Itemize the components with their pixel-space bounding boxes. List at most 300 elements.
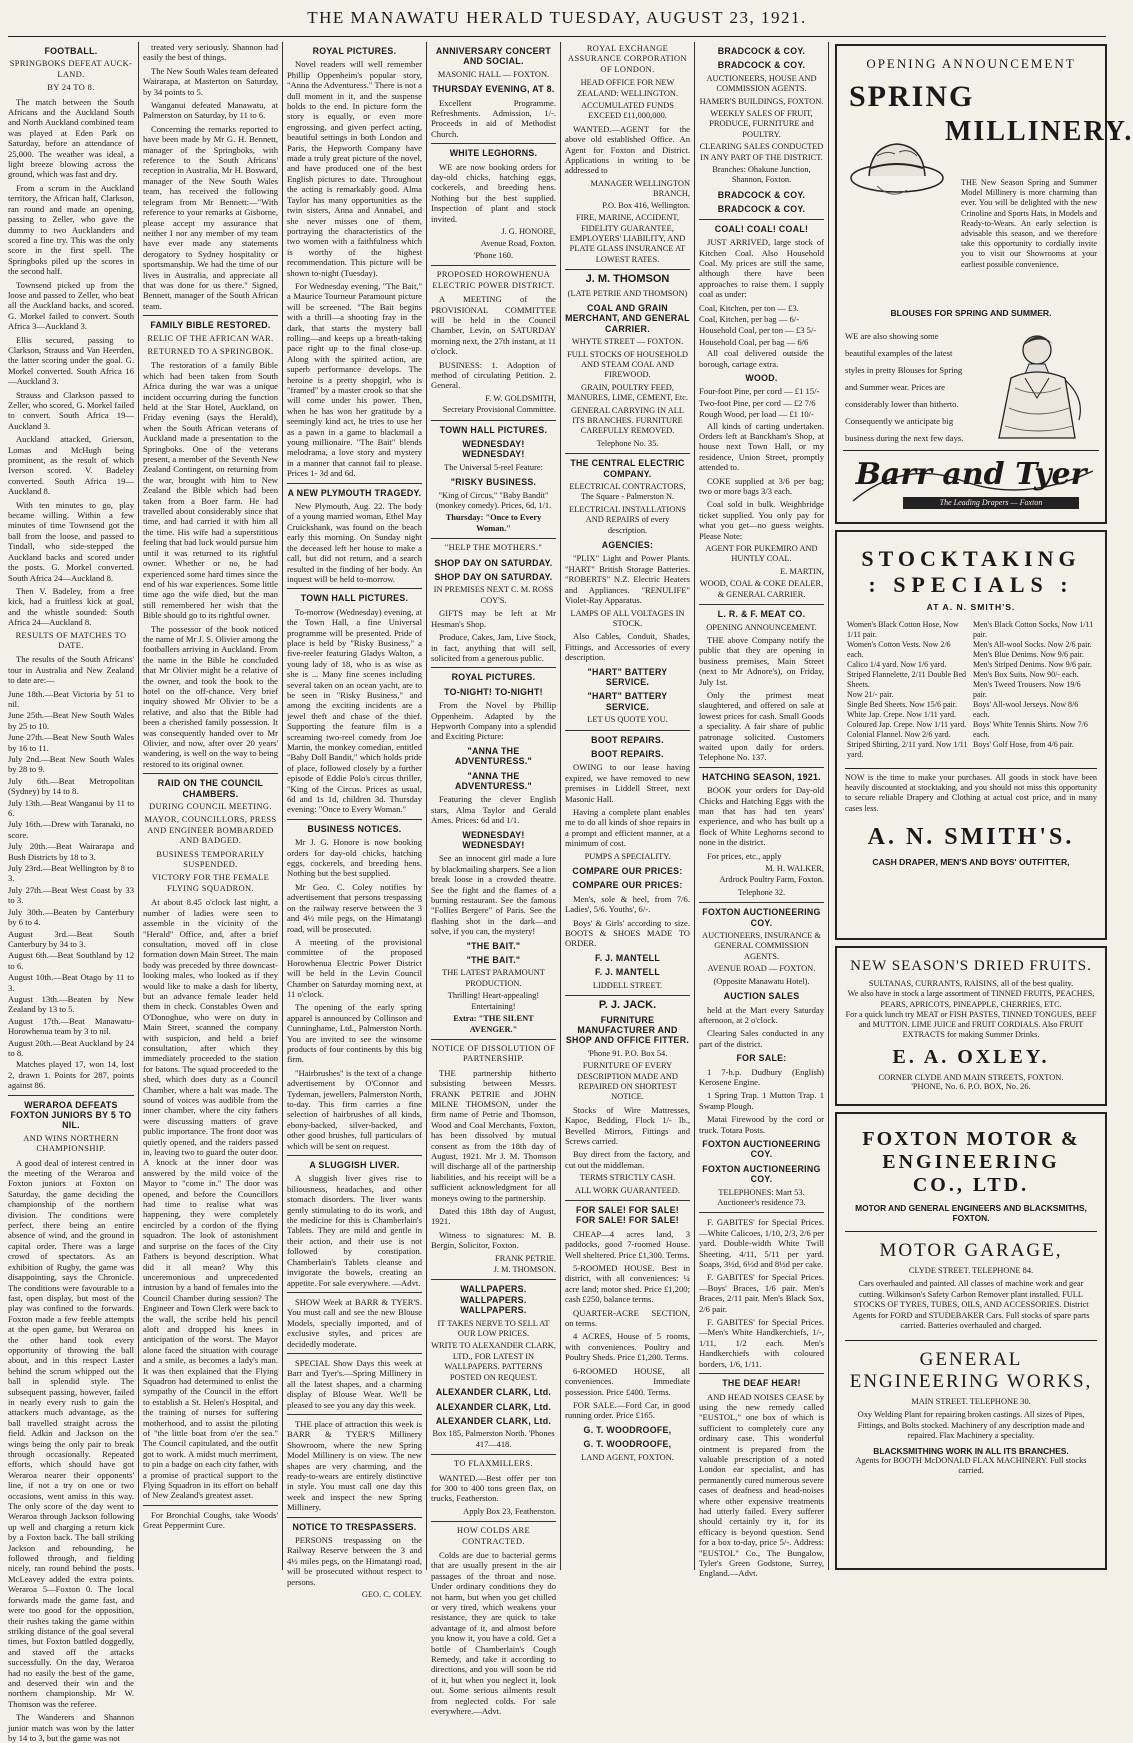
ad-line: "King of Circus," "Baby Bandit" (monkey comedy). Prices, 6d, 1/1.: [435, 490, 552, 511]
paragraph: A MEETING of the PROVISIONAL COMMITTEE will be held in the Council Chamber, Levin, on SATURDAY morning next, the 27th instant, at 11 o'clock.: [431, 294, 556, 357]
list-item: Calico 1/4 yard. Now 1/6 yard.: [847, 660, 947, 669]
ad-title: NEW SEASON'S DRIED FRUITS.: [850, 958, 1092, 974]
ad-line: MASONIC HALL — FOXTON.: [437, 69, 550, 79]
ad-title: ENGINEERING: [882, 1151, 1060, 1173]
subheadline: TO FLAXMILLERS.: [454, 1459, 533, 1469]
ad-body: SULTANAS, CURRANTS, RAISINS, all of the best quality.: [868, 979, 1074, 988]
ad-line: "ANNA THE ADVENTURESS.": [455, 745, 532, 767]
advertiser-name: E. A. OXLEY.: [892, 1046, 1050, 1069]
list-item: White Jap. Crepe. Now 1/11 yard.: [847, 710, 957, 719]
divider: [699, 1373, 824, 1374]
subheadline: MAYOR, COUNCILLORS, PRESS AND ENGINEER BOMBARDED AND BADGED.: [144, 815, 277, 846]
headline: WALLPAPERS. WALLPAPERS. WALLPAPERS.: [460, 1284, 527, 1316]
results-list: [8, 689, 134, 1059]
ad-line: "HART" BATTERY SERVICE.: [587, 666, 668, 687]
ad-line: WHYTE STREET — FOXTON.: [571, 337, 684, 347]
ad-line: BRADCOCK & COY.: [717, 204, 806, 215]
brand-tagline: The Leading Drapers — Foxton: [903, 497, 1079, 509]
divider: [287, 1292, 422, 1293]
headline: BRADCOCK & COY.: [717, 60, 806, 71]
signature: Ardrock Poultry Farm, Foxton.: [719, 875, 824, 885]
ad-line: "HART" BATTERY SERVICE.: [587, 691, 668, 712]
subheadline: BY 24 TO 8.: [47, 83, 95, 93]
ad-line: Thrilling! Heart-appealing! Entertaining!: [447, 991, 540, 1011]
paragraph: WANTED.—Best offer per ton for 300 to 400 tons green flax, on trucks, Featherston.: [431, 1472, 556, 1504]
paragraph: The match between the South Africans and the Auckland South and North Auckland combined team was played at Eden Park on Saturday, before an attendance of 25,000. The weather was ideal, a light breeze blowing across the ground, which was fast and dry.: [8, 96, 134, 180]
masthead: THE MANAWATU HERALD TUESDAY, AUGUST 23, 1921.: [307, 8, 807, 27]
paragraph: 5-ROOMED HOUSE. Best in district, with all conveniences: ¼ acre land; motor shed. Price £1,200; cash £250, balance terms.: [565, 1263, 690, 1305]
ad-line: IT TAKES NERVE TO SELL AT OUR LOW PRICES.: [437, 1318, 550, 1339]
list-item: June 25th.—Beat New South Wales by 25 to 10.: [8, 710, 134, 731]
subheadline: RESULTS OF MATCHES TO DATE.: [15, 630, 127, 650]
headline: FOXTON AUCTIONEERING COY.: [702, 907, 821, 928]
specials-table: [845, 620, 1097, 760]
foxton-motor-ad: [835, 1112, 1107, 1570]
paragraph: OWING to our lease having expired, we have removed to new premises in Liddell Street, next Masonic Hall.: [565, 762, 690, 804]
divider: [565, 730, 690, 731]
headline: A SLUGGISH LIVER.: [309, 1160, 400, 1171]
paragraph: From the Novel by Phillip Oppenheim. Adapted by the Hepworth Company into a splendid and Exciting Picture:: [431, 700, 556, 742]
woman-illustration-icon: [985, 328, 1097, 448]
ad-body: NOW is the time to make your purchases. All goods in stock have been heavily discounted at stocktaking, and you should not miss this opportunity to secure reliable Drapery and Clothing at actual cost price, and in many cases less.: [845, 773, 1097, 813]
list-item: Men's Tweed Trousers. Now 19/6 pair.: [973, 680, 1081, 699]
paragraph: CHEAP—4 acres land, 3 paddocks, good 7-roomed House. Well sheltered. Price £1,300. Terms.: [565, 1228, 690, 1260]
column-rule: [694, 42, 695, 1570]
headline: BRADCOCK & COY.: [717, 46, 806, 56]
headline: BUSINESS NOTICES.: [307, 823, 402, 834]
ad-line: "ANNA THE ADVENTURESS.": [455, 770, 532, 791]
divider: [287, 1414, 422, 1415]
headline: THE DEAF HEAR!: [722, 1378, 801, 1389]
ad-line: GRAIN, POULTRY FEED, MANURES, LIME, CEMENT, Etc.: [566, 382, 689, 403]
list-item: June 27th.—Beat New South Wales by 16 to 11.: [8, 732, 134, 753]
brand-wordmark: Barr and Tyer: [855, 457, 1087, 492]
ad-footer: CASH DRAPER, MEN'S AND BOYS' OUTFITTER,: [872, 856, 1070, 867]
paragraph: Men's, sole & heel, from 7/6. Ladies', 5/6. Youths', 6/-.: [565, 893, 690, 915]
paragraph: Colds are due to bacterial germs that are usually present in the air passages of the throat and nose. Under ordinary conditions they do not harm, but when you get chilled or very tired, which weakens your resistance, they are quick to take advantage of it, and almost before you know it, you have a cold. Get a bottle of Chamberlain's Cough Remedy, and take it according to directions, and you will soon be rid of it, but when you neglect it, look out. Some serious ailments result from neglected colds. For sale everywhere.—Advt.: [431, 1549, 556, 1717]
ad-line: AUCTIONEERS, INSURANCE & GENERAL COMMISSION AGENTS.: [702, 931, 821, 961]
list-item: August 13th.—Beaten by New Zealand by 13 to 5.: [8, 993, 134, 1015]
paragraph: All coal delivered outside the borough, cartage extra.: [699, 348, 824, 369]
paragraph: With ten minutes to go, play became willing. Within a few minutes of time Townsend got the ball from the loose, and passed to Tindall, who side-stepped the Auckland backs and scored under the posts. G. Morkel converted. South Africa 24—Auckland 8.: [8, 499, 134, 583]
divider: [287, 1155, 422, 1156]
list-item: August 20th.—Beat Auckland by 24 to 8.: [8, 1037, 134, 1058]
paragraph: SPECIAL Show Days this week at Barr and Tyer's.—Spring Millinery in all the latest shapes, and a charming display of Blouse Wear. We'll be pleased to see you any day this week.: [287, 1357, 422, 1410]
list-item: Striped Flannelette, 2/11 Double Bed Sheets.: [847, 670, 967, 689]
divider: [699, 767, 824, 768]
ad-line: ACCUMULATED FUNDS EXCEED £11,000,000.: [581, 101, 674, 121]
ad-line: "THE BAIT.": [466, 955, 521, 966]
list-item: August 3rd.—Beat South Canterbury by 34 to 3.: [8, 928, 134, 949]
signature: FRANK PETRIE.: [495, 1253, 556, 1263]
headline: WHITE LEGHORNS.: [449, 148, 538, 159]
headline: TOWN HALL PICTURES.: [439, 424, 548, 435]
ad-title: : SPECIALS :: [868, 572, 1074, 597]
divider: [431, 143, 556, 144]
paragraph: F. GABITES' for Special Prices.—Men's White Handkerchiefs, 1/-, 1/11, 1/2 each. Men's Handkerchiefs with coloured borders, 1/6, 1/11.: [699, 1317, 824, 1369]
headline: THE CENTRAL ELECTRIC COMPANY.: [570, 458, 685, 479]
list-item: July 27th.—Beat West Coast by 33 to 3.: [8, 884, 134, 906]
headline: COAL AND GRAIN MERCHANT, AND GENERAL CARRIER.: [565, 302, 690, 334]
paragraph: Excellent Programme. Refreshments. Admission, 1/-. Proceeds in aid of Methodist Church.: [431, 97, 556, 139]
ad-line: Extra: "THE SILENT AVENGER.": [453, 1014, 534, 1034]
column-rule: [560, 42, 561, 1570]
paragraph: A meeting of the provisional committee of the proposed Horowhenua Electric Power District will be held in the Levin Council Chamber on Saturday morning next, at 11 o'clock.: [287, 936, 422, 999]
paragraph: A sluggish liver gives rise to biliousness, headaches, and other stomach disorders. The liver wants gently stimulating to do its work, and the medicine for this is Chamberlain's Tablets. They are mild and gentle in their action, and their use is not followed by constipation. Chamberlain's Tablets cleanse and invigorate the bowels, creating an appetite. For sale everywhere. —Advt.: [287, 1173, 422, 1288]
list-item: Men's All-wool Socks. Now 2/6 pair.: [973, 640, 1092, 649]
signature: Apply Box 23, Featherston.: [463, 1506, 556, 1516]
column-4: [431, 42, 556, 1717]
divider: [287, 483, 422, 484]
divider: [287, 819, 422, 820]
paragraph: Coal sold in bulk. Weighbridge ticket supplied. You only pay for what you get—no guess weights. Please Note:: [699, 499, 824, 541]
ad-subheading: MOTOR AND GENERAL ENGINEERS AND BLACKSMITHS, FOXTON.: [855, 1203, 1087, 1223]
list-item: July 16th.—Drew with Taranaki, no score.: [8, 819, 134, 840]
paragraph: For Wednesday evening, "The Bait," a Maurice Tourneur Paramount picture will be screened. "The Bait begins with a thrill—a shooting fray in the dark, that starts the mystery ball rolling—and keeps up a breath-taking pace right up to the final close-up. Along with the spirited action, are superb performance develops. The heroine is a pretty shopgirl, who is "framed" by a master crook so that she will come under his power. Then, when he has won her gratitude by a seemingly kind act, he tries to use her as a pawn in a game to blackmail a young millionaire. "The Bait" blends melodrama, a love story and mystery in a manner that cannot fail to please. Prices 1- 3d and 6d.: [287, 280, 422, 479]
ad-line: LIDDELL STREET.: [592, 980, 663, 990]
paragraph: COKE supplied at 3/6 per bag; two or more bags 3/3 each.: [699, 475, 824, 497]
ad-line: WOOD, COAL & COKE DEALER, & GENERAL CARRIER.: [699, 579, 824, 599]
paragraph: AND HEAD NOISES CEASE by using the new remedy called "EUSTOL," one box of which is sufficient to completely cure any ordinary case. This wonderful ointment is prepared from the valuable prescription of a noted London ear specialist, and has permanently cured numerous severe cases of deafness and head-noises where other expensive treatments had utterly failed. Every sufferer should certainly try it, for its efficacy is beyond question. Send for a box to-day, price 5/-. Address: "EUSTOL" Co., The Bungalow, Tyler's Green Godstone, Surrey, England.—Advt.: [699, 1391, 824, 1579]
paragraph: THE partnership hitherto subsisting between Messrs. FRANK PETRIE and JOHN MILNE THOMSON, under the firm name of Petrie and Thomson, Wood and Coal Merchants, Foxton, has been dissolved by mutual consent as from the 18th day of August, 1921. Mr J. M. Thomson will discharge all of the partnership liabilities, and his receipt will be a sufficient acknowledgment for all moneys owing to the partnership.: [431, 1067, 556, 1203]
paragraph: The possessor of the book noticed the name of Mr J. S. Olivier among the footballers arriving in Auckland. From the name in the Bible he concluded that Mr Olivier might be a relative of the owner, and took the book to the hotel on the off-chance. Very brief inquiry showed Mr Olivier to be a relative, and also that the Bible had been a cherished family possession. It was consequently handed over to Mr Olivier, and now, after over 20 years' wandering, is well on the way to being restored to its original owner.: [143, 623, 278, 769]
divider: [699, 604, 824, 605]
ad-line: WRITE TO ALEXANDER CLARK, LTD., FOR LATEST IN WALLPAPERS. PATTERNS POSTED ON REQUEST.: [431, 1341, 556, 1382]
list-item: Two-foot Pine, per cord — £2 7/6: [699, 397, 816, 408]
ad-line: Branches: Ohakune Junction, Shannon, Foxton.: [712, 165, 811, 185]
list-item: Household Coal, per ton — £3 5/-: [699, 325, 817, 336]
paragraph: The restoration of a family Bible which had been taken from South Africa during the war was a unique incident occurring during the function held at the Star Hotel, Auckland, on Friday evening (says the Herald), when the South African veterans of Auckland made a presentation to the Springboks. One of the veterans present, a member of the Seventh New Zealand Contingent, on returning from the war, brought with him to New Zealand the Bible which had been taken from a Boer farm. He had travelled about considerably since that time, and had carried it with him all the time. His wife had a superstitious feeling that bad luck would pursue him until it was returned to its rightful owner. Whether or no, he had experienced some hard times since the end of his war experiences. Some little time ago the wife died, but the man still remembered her wish that the Bible should go to its rightful owner.: [143, 360, 278, 621]
ad-line: (LATE PETRIE AND THOMSON): [567, 288, 688, 298]
divider: [565, 995, 690, 996]
ad-line: LAND AGENT, FOXTON.: [581, 1452, 674, 1462]
ad-heading: MOTOR GARAGE,: [879, 1240, 1063, 1261]
list-item: July 30th.—Beaten by Canterbury by 6 to 4.: [8, 906, 134, 928]
subheadline: AND WINS NORTHERN CHAMPIONSHIP.: [23, 1133, 119, 1154]
paragraph: Boys' & Girls' according to size. BOOTS & SHOES MADE TO ORDER.: [565, 917, 690, 949]
list-item: August 10th.—Beat Otago by 11 to 3.: [8, 972, 134, 993]
paragraph: Stocks of Wire Mattresses, Kapoc, Bedding, Flock 1/- lb., Bevelled Mirrors, Fittings and Screws carried.: [565, 1104, 690, 1146]
divider: [287, 588, 422, 589]
list-item: Women's Black Cotton Hose, Now 1/11 pair.: [847, 620, 959, 639]
paragraph: "Hairbrushes" is the text of a change advertisement by O'Connor and Tydeman, jewellers, Palmerston North, to-day. This firm carries a fine selection of hairbrushes of all kinds, ebony-backed, silver-backed, and other good brushes, full particulars of which will be sent on request.: [287, 1067, 422, 1151]
paragraph: F. GABITES' for Special Prices.—Boys' Braces, 1/6 pair. Men's Braces, 2/11 pair. Men's Black Sox, 2/6 pair.: [699, 1272, 824, 1314]
paragraph: 4 ACRES, House of 5 rooms, with conveniences. Poultry and Poultry Sheds. Price £1,200. Terms.: [565, 1331, 690, 1363]
divider: [8, 1095, 134, 1096]
list-item: Boys' Golf Hose, from 4/6 pair.: [973, 740, 1074, 749]
signature: J. M. THOMSON.: [493, 1265, 556, 1275]
paragraph: Having a complete plant enables me to do all kinds of shoe repairs in a prompt and efficient manner, at a minimum of cost.: [565, 807, 690, 849]
divider: [699, 219, 824, 220]
paragraph: Wanganui defeated Manawatu, at Palmerston on Saturday, by 11 to 6.: [143, 100, 278, 121]
paragraph: Matches played 17, won 14, lost 2, drawn 1. Points for 287, points against 86.: [8, 1059, 134, 1091]
signature: GEO. C. COLEY.: [361, 1590, 422, 1600]
ad-line: ALEXANDER CLARK, Ltd.: [435, 1415, 552, 1426]
paragraph: GIFTS may be left at Mr Hesman's Shop.: [431, 608, 556, 629]
advertiser-name: A. N. SMITH'S.: [867, 823, 1075, 850]
stocktaking-ad: [835, 530, 1107, 940]
paragraph: To-morrow (Wednesday) evening, at the Town Hall, a fine Universal programme will be presented. Pride of place is held by "Risky Business," a five-reeler featuring Gladys Walton, a young lady of 18, who is as wise as she is ... Many fine scenes including several taken on an ocean yacht, are to be seen in "Risky Business," and among the exciting incidents are a jewel theft and chase of the thief. Supporting the feature film is a screaming two-reel comedy from Joe Martin, the monkey comedian, entitled "Baby Doll Bandit," which holds pride of place, followed closely by a further episode of Eddie Polo's circus thriller, "King of the Circus. Prices as usual, 6d and 1s 1d, children 3d. Thursday evening: "Once to Every Woman.": [287, 606, 422, 815]
signature: MANAGER WELLINGTON BRANCH,: [590, 178, 690, 199]
paragraph: Then V. Badeley, from a free kick, had a fruitless kick at goal, and the whistle sounded: South Africa 24—Auckland 8.: [8, 585, 134, 628]
divider: [699, 902, 824, 903]
ad-line: AUCTIONEERS, HOUSE AND COMMISSION AGENTS.: [706, 73, 817, 94]
headline: RAID ON THE COUNCIL CHAMBERS.: [157, 778, 264, 799]
ad-line: FOXTON AUCTIONEERING COY.: [702, 1163, 821, 1185]
signature: M. H. WALKER,: [765, 864, 824, 874]
headline: L. R. & F. MEAT CO.: [717, 609, 806, 620]
paragraph: BOOK your orders for Day-old Chicks and Hatching Eggs with the man that has had ten years' experience, and who has built up a flock of White Leghorns second to none in the district.: [699, 785, 824, 848]
ad-body: WE are also showing some beautiful examples of the latest styles in pretty Blouses for Spring and Summer wear. Prices are considerably lower than hitherto. Consequently we anticipate big business during the next few days.: [845, 331, 964, 443]
list-item: June 18th.—Beat Victoria by 51 to nil.: [8, 688, 134, 709]
paragraph: Witness to signatures: M. B. Bergin, Solicitor, Foxton.: [431, 1229, 556, 1251]
ad-body: We also have in stock a large assortment of TINNED FRUITS, PEACHES, PEARS, APRICOTS, PINEAPPLE, CHERRIES, ETC.: [847, 989, 1095, 1009]
ad-line: GENERAL CARRYING IN ALL ITS BRANCHES. FURNITURE CAREFULLY REMOVED.: [571, 405, 684, 436]
headline: FAMILY BIBLE RESTORED.: [150, 320, 271, 331]
paragraph: Only the primest meat slaughtered, and offered on sale at lowest prices for cash. Small Goods a speciality. A fair share of public patronage solicited. Customers waited upon daily for orders. Telephone No. 137.: [699, 689, 824, 763]
divider: [143, 1505, 278, 1506]
paragraph: The results of the South Africans' tour in Australia and New Zealand to date are:—: [8, 654, 134, 686]
divider: [143, 773, 278, 774]
ad-line: Telephone No. 35.: [596, 438, 659, 448]
divider: [287, 1353, 422, 1354]
signature: P.O. Box 416, Wellington.: [602, 200, 690, 210]
ad-line: Box 185, Palmerston North. 'Phones 417—418.: [432, 1429, 555, 1449]
column-5: [565, 42, 690, 1570]
paragraph: A good deal of interest centred in the meeting of the Weraroa and Foxton juniors at Foxton on Saturday, the game deciding the championship of the northern division. The conditions were perfect, there being an entire absence of wind, and the ground in capital order. There was a large crowd of spectators. As an exhibition of Rugby, the game was disappointing, says the Chronicle. The conditions were favourable to a fast, open display, but most of the play was confined to the forwards. Foxton made a few feeble attempts at the open game, but Weraroa on the other hand took every opportunity of throwing the ball about, and in this respect Laster behind the scrum whipped out the ball in splendid style. The subsequent passing, however, failed in nearly every rush to gain the attackers much advantage, as the ball travelled straight across the field. Adkin and Jackson on the wings being the only pair to break through occasionally. Repeated efforts, which should have got Weraroa nearer their opponents' line, if not a try on one or two occasions, went amiss in this way. The only score of the day went to Weraroa through Jackson following up well and charging a return kick by a Foxton back. The ball striking Jackson and rebounding, he followed through, and fielding nicely, ran round behind the posts. McLeavey added the extra points. Weraroa 5—Foxton 0. The local forwards made the game fast, and were too good for the opposition, their rushes taking the game within striking distance of the goal several times, but Foxton battled doggedly, and staved off the attacks successfully. On the day, Weraroa had no easily the best of the game, and deserved their win and the northern championship. Mr W. Thomson was the referee.: [8, 1157, 134, 1709]
list-item: Boys' White Tennis Shirts. Now 7/6 each.: [973, 720, 1088, 739]
ad-line: PUMPS A SPECIALITY.: [584, 851, 671, 861]
paragraph: The opening of the early spring apparel is announced by Collinson and Cunninghame, Ltd., Palmerston North. You are invited to see the winsome products of four continents by this big firm.: [287, 1002, 422, 1065]
headline: BOOT REPAIRS.: [591, 748, 664, 759]
dried-fruits-ad: [835, 946, 1107, 1106]
headline: COAL! COAL! COAL!: [714, 223, 809, 234]
ad-line: F. J. MANTELL: [595, 952, 660, 963]
spring-millinery-ad: [835, 44, 1133, 524]
paragraph: Auckland attacked, Grierson, Lomas and McHugh being prominent, as the result of which Iverson scored. V. Badeley converted. South Africa 19—Auckland 8.: [8, 434, 134, 497]
list-item: Four-foot Pine, per cord — £1 15/-: [699, 386, 820, 397]
divider: [431, 420, 556, 421]
ad-line: WEDNESDAY! WEDNESDAY!: [462, 829, 525, 850]
paragraph: The New South Wales team defeated Wairarapa, at Masterton on Saturday, by 34 points to 5.: [143, 65, 278, 97]
ad-body: Cars overhauled and painted. All classes of machine work and gear cutting. Wilkinson's Safety Carbon Remover plant installed. FULL STOCKS OF TYRES, TUBES, OILS, AND ACCESSORIES. District Agents for FORD and STUDEBAKER Cars. Full stocks of spare parts carried. Batteries overhauled and charged.: [852, 1279, 1090, 1331]
column-rule: [282, 42, 283, 1570]
headline: TOWN HALL PICTURES.: [300, 593, 409, 604]
ad-line: Thursday: "Once to Every Woman.": [445, 513, 542, 533]
ad-line: TO-NIGHT! TO-NIGHT!: [444, 686, 543, 697]
ad-line: OPENING ANNOUNCEMENT.: [706, 622, 817, 632]
price-list: [699, 386, 824, 419]
divider: [565, 453, 690, 454]
ad-line: SHOP DAY ON SATURDAY.: [434, 557, 553, 568]
ad-title: STOCKTAKING: [861, 546, 1081, 571]
ad-line: WEEKLY SALES OF FRUIT, PRODUCE, FURNITURE and POULTRY.: [709, 109, 814, 139]
ad-line: WEDNESDAY! WEDNESDAY!: [462, 439, 525, 460]
ad-footer: 'PHONE, No. 6. P.O. BOX, No. 26.: [911, 1082, 1031, 1092]
paragraph: Buy direct from the factory, and cut out the middleman.: [565, 1149, 690, 1170]
ad-body: THE New Season Spring and Summer Model Millinery is more charming than ever. You will be delighted with the new Crinoline and Sports Hats, in Models and Ready-to-Wears. An early selection is advisable this season, and we therefore take this opportunity to cordially invite you to visit our Showrooms at your earliest possible convenience.: [961, 178, 1097, 269]
ad-body: For a quick lunch try MEAT or FISH PASTES, TINNED TONGUES, BEEF and MUTTON. LIME JUICE and FRUIT CORDIALS. Also FRUIT EXTRACTS for making Summer Drinks.: [845, 1009, 1097, 1040]
ad-line: The Universal 5-reel Feature:: [444, 462, 543, 472]
list-item: Boys' All-wool Jerseys. Now 8/6 each.: [973, 700, 1079, 719]
ad-body: Agents for BOOTH McDONALD FLAX MACHINERY. Full stocks carried.: [855, 1455, 1087, 1476]
ad-line: ELECTRICAL INSTALLATIONS AND REPAIRS of every description.: [569, 504, 686, 535]
paragraph: F. GABITES' for Special Prices.—White Calicoes, 1/10, 2/3, 2/6 per yard. Double-width White Twill Sheeting, 4/11, 5/11 per yard. Soaps, 3½d, 6½d and 8½d per cake.: [699, 1217, 824, 1270]
paragraph: Townsend picked up from the loose and passed to Zeller, who beat all the Auckland backs, and scored. G. Morkel failed to convert. South Africa 3—Auckland 3.: [8, 279, 134, 332]
ad-line: F. J. MANTELL: [595, 967, 660, 978]
paragraph: Mr Geo. C. Coley notifies by advertisement that persons trespassing on the railway reserve between the 3 and 4½ mile pegs, on the Himatangi road, will be prosecuted.: [287, 881, 422, 934]
headline: AUCTION SALES: [723, 991, 800, 1002]
ad-line: AVENUE ROAD — FOXTON.: [707, 964, 816, 974]
headline: AGENCIES:: [601, 540, 654, 551]
divider: [143, 315, 278, 316]
divider: [431, 1454, 556, 1455]
list-item: Coal, Kitchen, per ton — £3.: [699, 302, 799, 313]
paragraph: THE above Company notify the public that they are opening in business premises, Main Street (next to Mr Adnore's), on Friday, July 1st.: [699, 634, 824, 687]
paragraph: 1 Spring Trap. 1 Mutton Trap. 1 Swamp Plough.: [699, 1090, 824, 1111]
headline: WERAROA DEFEATS FOXTON JUNIORS BY 5 TO NIL.: [10, 1099, 132, 1131]
ad-subheading: BLOUSES FOR SPRING AND SUMMER.: [890, 308, 1052, 318]
subheadline: DURING COUNCIL MEETING.: [149, 802, 272, 812]
list-item: July 23rd.—Beat Wellington by 8 to 3.: [8, 863, 134, 884]
paragraph: "PLIX" Light and Power Plants. "HART" British Storage Batteries. "ROBERTS" N.Z. Electric Heaters and Appliances. "RENULIFE" Violet-Ray Apparatus.: [565, 553, 690, 606]
paragraph: Ellis secured, passing to Clarkson, Strauss and Van Heerden, the latter scoring under the goal. G. Morkel converted. South Africa 16—Auckland 3.: [8, 334, 134, 387]
column-6: [699, 42, 824, 1579]
subheadline: BUSINESS TEMPORARILY SUSPENDED.: [156, 849, 265, 870]
headline: BOOT REPAIRS.: [591, 734, 664, 745]
ad-line: TELEPHONES: Mart 53. Auctioneer's residence 73.: [717, 1187, 806, 1207]
paragraph: Concerning the remarks reported to have been made by Mr G. H. Bennett, manager of the Springboks, with reference to the South Africans' reception in Australia, Mr H. Bosward, manager of the New South Wales team, has received the following telegram from Mr Bennett:—"With reference to your remarks at Gisborne, please accept my assurance that neither I nor any member of my team have ever made any statements derogatory to Sydney hospitality or sportsmanship. We had the time of our lives in Australia, and appreciate all that was done for us there." Signed, Bennett, manager of the South African team.: [143, 123, 278, 311]
paragraph: WE are now booking orders for day-old chicks, hatching eggs, cockerels, and breeding hens. Nothing but the best supplied. Inspection of plant and stock invited.: [431, 161, 556, 224]
headline: ANNIVERSARY CONCERT AND SOCIAL.: [435, 46, 552, 67]
ad-title: SPRING: [849, 80, 975, 113]
list-item: July 6th.—Beat Metropolitan (Sydney) by 14 to 8.: [8, 775, 134, 797]
ad-line: FIRE, MARINE, ACCIDENT, FIDELITY GUARANTEE, EMPLOYERS' LIABILITY, AND PLATE GLASS INSURANCE AT LOWEST RATES.: [569, 213, 686, 264]
ad-line: ELECTRICAL CONTRACTORS, The Square - Palmerston N.: [569, 482, 686, 502]
divider: [431, 265, 556, 266]
ad-line: MAIN STREET. TELEPHONE 30.: [911, 1396, 1031, 1406]
paragraph: See an innocent girl made a lure by blackmailing sharpers. See a lion break loose in a crowded theatre. See the fight and the flames of a burning restaurant. See the famous "Follies Bergere" of Paris. See the flashing shot in the dark—and solve, if you can, the mystery!: [431, 853, 556, 937]
ad-line: THURSDAY EVENING, AT 8.: [432, 84, 555, 95]
paragraph: New Plymouth, Aug. 22. The body of a young married woman, Ethel May Cruickshank, was found on the beach early this morning. On Sunday night the deceased left her house to make a call, but did not return, and a search resulted in the finding of her body. An inquest will be held to-morrow.: [287, 501, 422, 584]
advertiser-name: J. M. THOMSON: [585, 273, 670, 286]
subheadline: PROPOSED HOROWHENUA ELECTRIC POWER DISTRICT.: [432, 270, 555, 290]
ad-line: FURNITURE OF EVERY DESCRIPTION MADE AND REPAIRED ON SHORTEST NOTICE.: [577, 1061, 678, 1102]
paragraph: Mr J. G. Honore is now booking orders for day-old chicks, hatching eggs, cockerels, and breeding hens. Nothing but the best supplied.: [287, 837, 422, 879]
column-1: [8, 42, 134, 1743]
ad-line: ALEXANDER CLARK, Ltd.: [435, 1387, 552, 1398]
column-rule: [426, 42, 427, 1570]
ad-line: COMPARE OUR PRICES:: [572, 866, 683, 877]
list-item: July 20th.—Beat Wairarapa and Bush Districts by 18 to 3.: [8, 841, 134, 862]
paragraph: PERSONS trespassing on the Railway Reserve between the 3 and 4½ miles pegs, on the Himatangi road, will be prosecuted without respect to persons.: [287, 1535, 422, 1587]
list-item: Men's Blue Denims. Now 9/6 pair.: [973, 650, 1084, 659]
list-item: Rough Wood, per load — £1 10/-: [699, 409, 814, 420]
ad-line: "RISKY BUSINESS.: [450, 477, 537, 488]
price-list: [699, 303, 824, 348]
hat-illustration-icon: [847, 126, 947, 206]
paragraph: treated very seriously. Shannon had easily the best of things.: [143, 42, 278, 63]
column-rule: [138, 42, 139, 1570]
divider: [431, 1039, 556, 1040]
paragraph: Novel readers will well remember Phillip Oppenheim's popular story, "Anna the Adventuress." There is not a dull moment in it, and the suspense holds to the end. In picture form the story is equally, or even more engrossing, and given perfect acting, beautiful settings in both London and Paris, the Hepworth Company have made a truly great picture of the novel, and have produced one of the best English pictures to date. Throughout the acting is remarkably good. Alma Taylor has many opportunities as the twin sisters, Anna and Annabel, and she never misses one of them, portraying the characteristics of the two women with a faithfulness which is worthy of the highest recommendation. This picture will be shown to-night (Tuesday).: [287, 59, 422, 278]
ad-line: ALEXANDER CLARK, Ltd.: [435, 1401, 552, 1412]
ad-line: FOR SALE! FOR SALE! FOR SALE! FOR SALE!: [576, 1205, 679, 1226]
paragraph: Also Cables, Conduit, Shades, Fittings, and Accessories of every description.: [565, 631, 690, 663]
paragraph: For prices, etc., apply: [707, 850, 782, 861]
ad-heading: GENERAL ENGINEERING WORKS,: [849, 1348, 1093, 1392]
headline: ROYAL PICTURES.: [312, 46, 397, 56]
ad-line: "THE BAIT.": [466, 940, 521, 951]
subheadline: "HELP THE MOTHERS.": [444, 543, 543, 553]
paragraph: Matai Firewood by the cord or truck. Totara Posts.: [699, 1114, 824, 1135]
ad-line: CLEARING SALES CONDUCTED IN ANY PART OF THE DISTRICT.: [699, 142, 824, 162]
list-item: Women's Cotton Vests. Now 2/6 each.: [847, 640, 951, 659]
ad-line: FOXTON AUCTIONEERING COY.: [702, 1138, 821, 1160]
ad-line: LAMPS OF ALL VOLTAGES IN STOCK.: [570, 608, 685, 628]
paragraph: Dated this 18th day of August, 1921.: [431, 1206, 556, 1227]
ad-title: MILLINERY.: [945, 116, 1133, 147]
paragraph: WANTED.—AGENT for the above old established Office. An Agent for Foxton and District. Applications in writing to be addressed to: [565, 123, 690, 176]
ad-line: BRADCOCK & COY.: [717, 189, 806, 200]
list-item: Household Coal, per bag — 6/6: [699, 336, 809, 347]
ad-title: FOXTON MOTOR &: [862, 1128, 1080, 1150]
paragraph: 6-ROOMED HOUSE, all conveniences. Immediate possession. Price £400. Terms.: [565, 1365, 690, 1397]
paragraph: JUST ARRIVED, large stock of Kitchen Coal. Also Household Coal. My prices are still the same, although there have been approaches to raise them. I supply coal as under:: [699, 237, 824, 300]
ad-line: HEAD OFFICE FOR NEW ZEALAND: WELLINGTON.: [576, 78, 679, 98]
headline: HATCHING SEASON, 1921.: [702, 771, 821, 782]
headline: A NEW PLYMOUTH TRAGEDY.: [287, 487, 422, 498]
list-item: July 2nd.—Beat New South Wales by 28 to 9.: [8, 754, 134, 775]
ad-body: Oxy Welding Plant for repairing broken castings. All sizes of Pipes, Fittings, and Bolts stocked. Machinery of any description made and repaired. Flax Machinery a speciality.: [857, 1409, 1085, 1441]
divider: [565, 269, 690, 270]
ad-line: CLYDE STREET. TELEPHONE 84.: [908, 1266, 1034, 1275]
ad-line: G. T. WOODROOFE,: [583, 1424, 672, 1435]
ad-line: Telephone 32.: [737, 887, 786, 897]
paragraph: All kinds of carting undertaken. Orders left at Banckham's Shop, at house next Town Hall, or my residence, Union Street, promptly attended to.: [699, 420, 824, 473]
subheadline: ROYAL EXCHANGE ASSURANCE CORPORATION OF LONDON.: [568, 44, 687, 74]
headline: FOR SALE:: [736, 1053, 787, 1064]
masthead-rule: [8, 36, 1106, 37]
paragraph: THE place of attraction this week is BARR & TYER'S Millinery Showroom, where the new Spring Model Millinery is on view. The new shapes are very charming, and the ready-to-wears are entirely distinctive in style. You must call one day this week and inspect the new Spring Millinery.: [287, 1418, 422, 1513]
advertiser-name: P. J. JACK.: [598, 999, 657, 1012]
paragraph: BUSINESS: 1. Adoption of method of circulating Petition. 2. General.: [431, 359, 556, 391]
subheadline: NOTICE OF DISSOLUTION OF PARTNERSHIP.: [431, 1043, 556, 1064]
signature: Avenue Road, Foxton.: [480, 238, 556, 248]
list-item: Men's Striped Denims. Now 9/6 pair.: [973, 660, 1092, 669]
list-item: July 13th.—Beat Wanganui by 11 to 6.: [8, 797, 134, 819]
paragraph: From a scrum in the Auckland territory, the African half, Clarkson, ran round and made an opening, passing to Zeller, who gave the dummy to two Aucklanders and scored a fine try. This was the only score in the first spell. The Springboks piled up the scores in the second half.: [8, 182, 134, 277]
divider: [699, 1212, 824, 1213]
ad-line: THE LATEST PARAMOUNT PRODUCTION.: [442, 968, 545, 988]
ad-subheading: AT A. N. SMITH'S.: [926, 602, 1016, 612]
signature: F. W. GOLDSMITH,: [485, 393, 556, 403]
paragraph: The Wanderers and Shannon junior match was won by the latter by 14 to 3, but the game was not: [8, 1712, 134, 1743]
ad-kicker: OPENING ANNOUNCEMENT: [866, 56, 1076, 71]
subheadline: SPRINGBOKS DEFEAT AUCK-LAND.: [9, 59, 133, 79]
column-rule: [828, 42, 829, 1570]
column-2: [143, 42, 278, 1570]
paragraph: For Bronchial Coughs, take Woods' Great Peppermint Cure.: [143, 1509, 278, 1531]
paragraph: Clearing Sales conducted in any part of the district.: [699, 1028, 824, 1049]
subheadline: RETURNED TO A SPRINGBOK.: [147, 346, 274, 356]
logo-area: [843, 450, 1099, 517]
ad-line: TERMS STRICTLY CASH.: [579, 1173, 676, 1183]
list-item: Coal, Kitchen, per bag — 6/-: [699, 313, 799, 324]
list-item: August 17th.—Beat Manawatu-Horowhenua team by 3 to nil.: [8, 1015, 134, 1037]
ad-line: BLACKSMITHING WORK IN ALL ITS BRANCHES.: [873, 1445, 1069, 1456]
paragraph: QUARTER-ACRE SECTION, on terms.: [565, 1307, 690, 1329]
